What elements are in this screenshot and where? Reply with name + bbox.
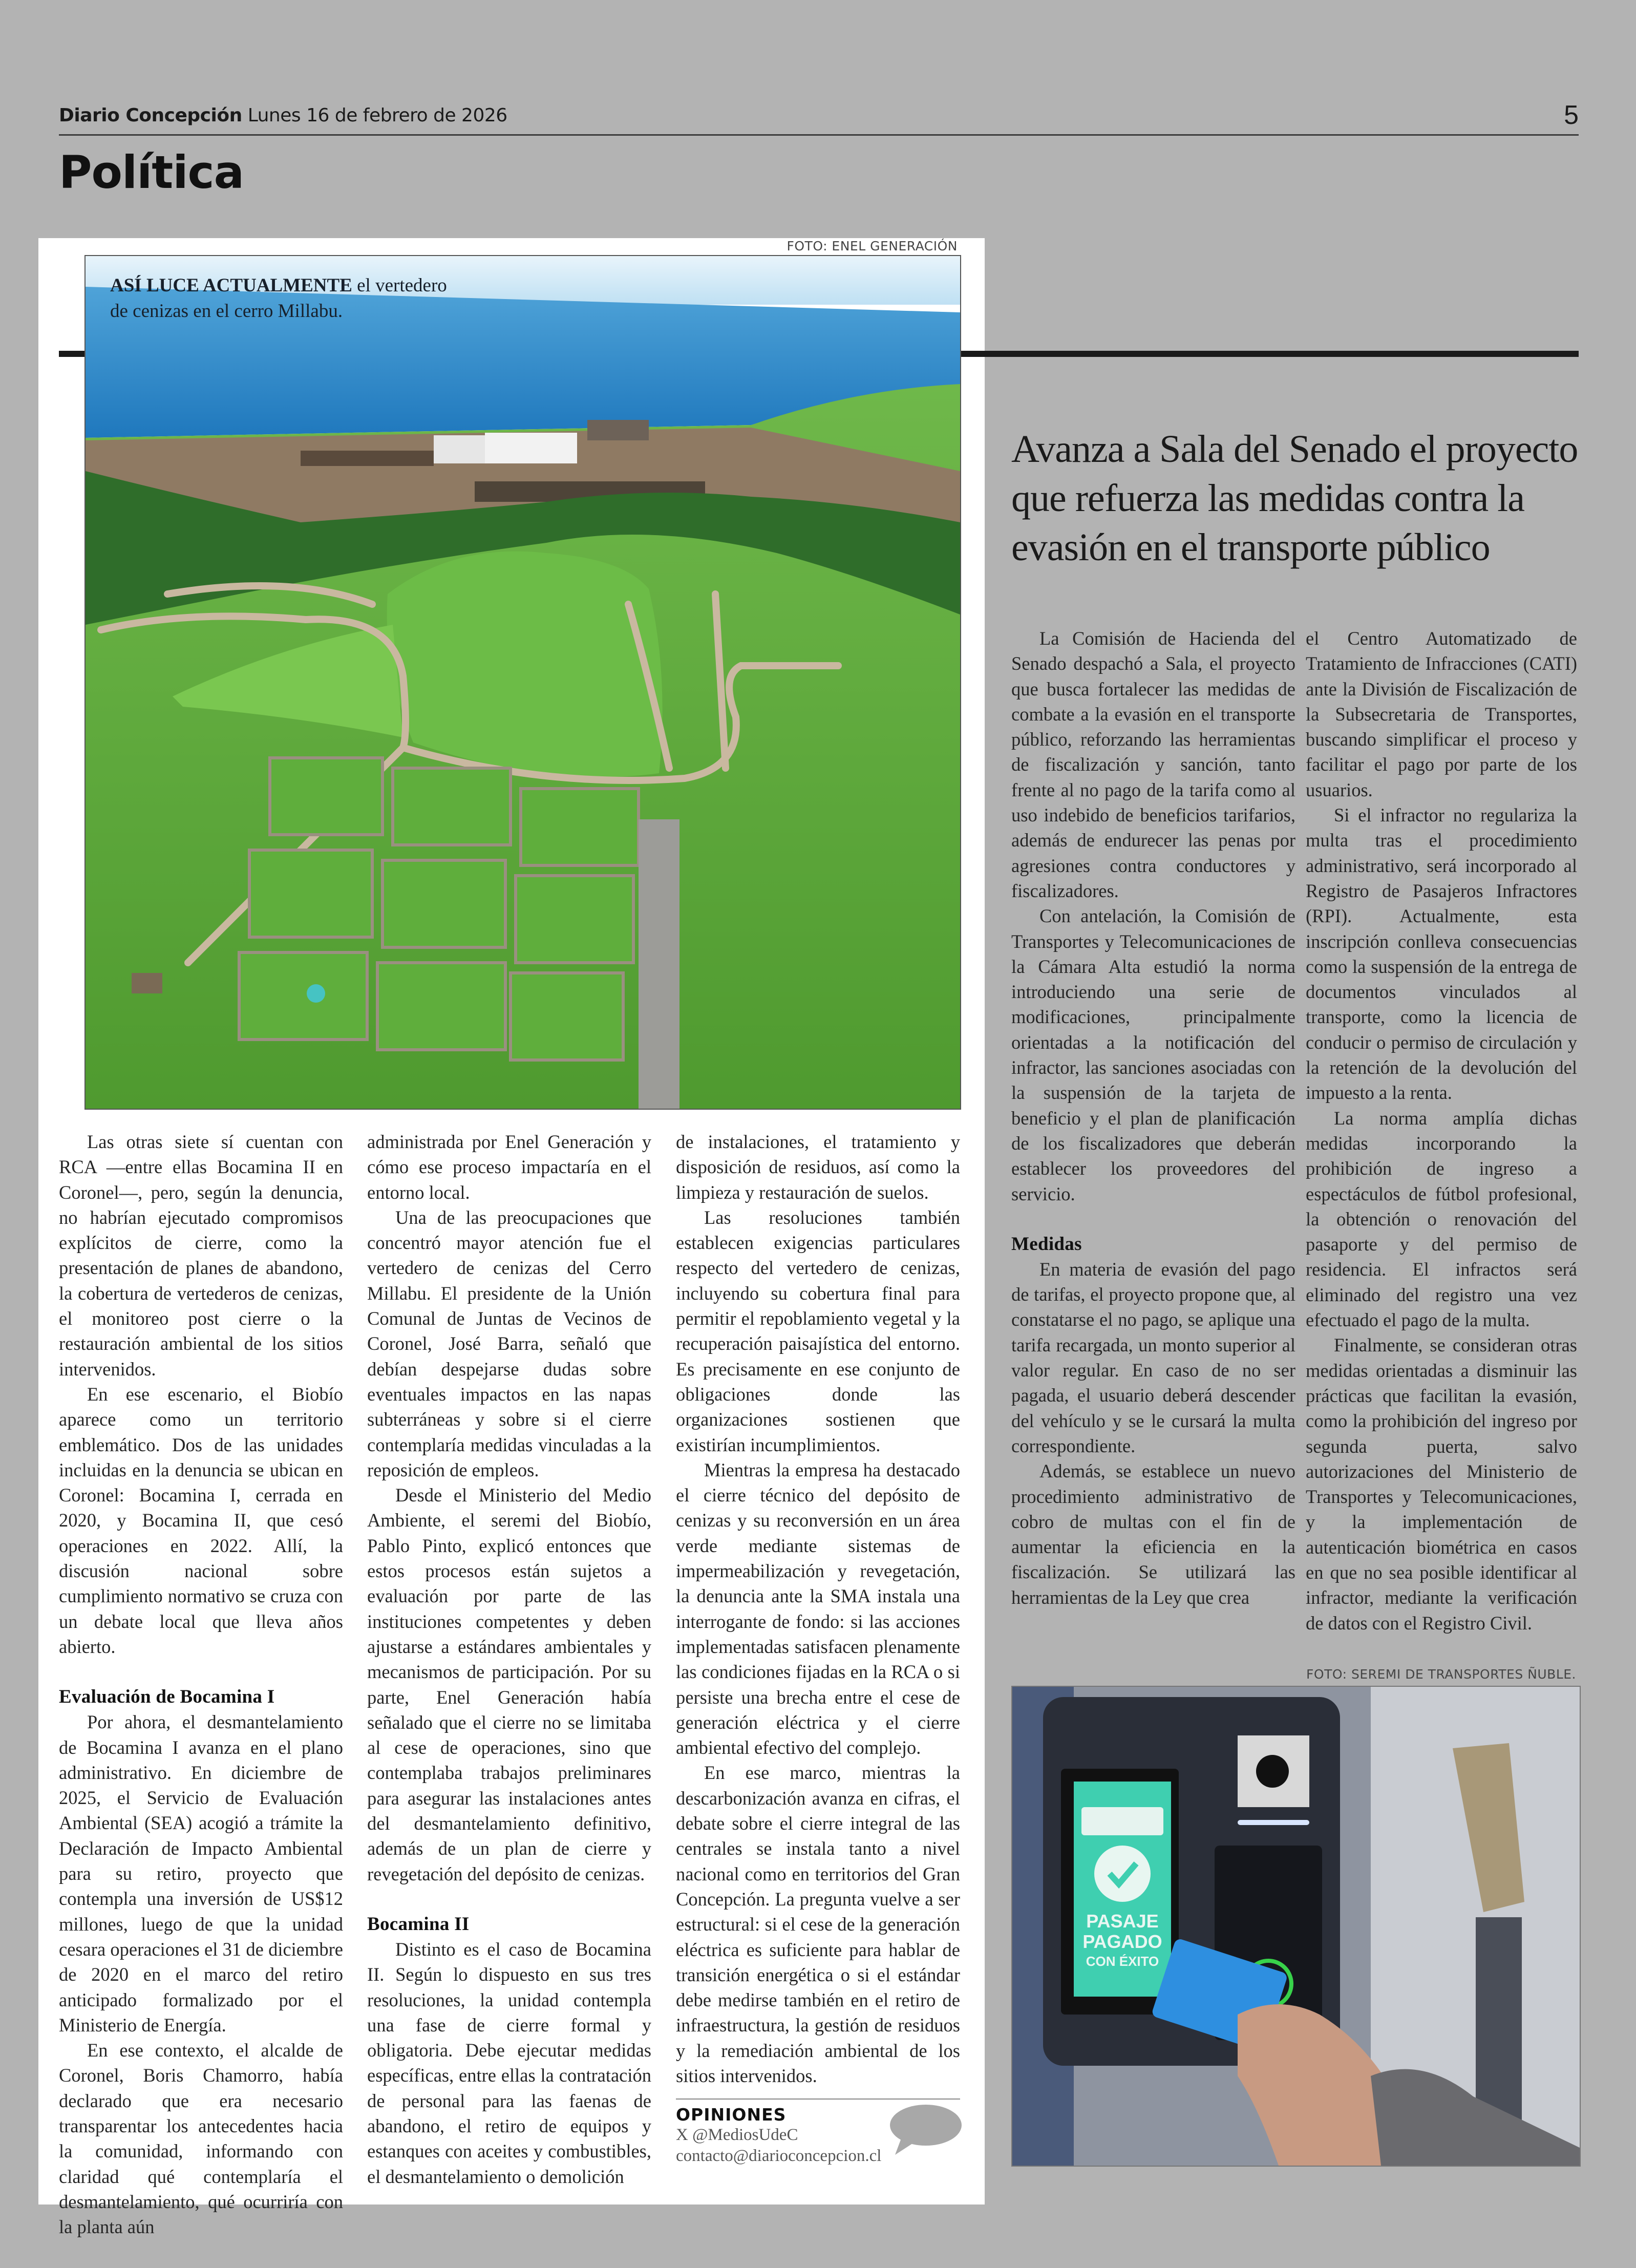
paragraph: En ese marco, mientras la descarbonización avanza en cifras, el debate sobre el cierre integral de las centrales se instala tanto a nivel nacional como en territorios del Gran Concepción. La pregunta vuelve a ser estructural: si el cese de la generación eléctrica es suficiente para hablar de transición energética o si el estándar debe medirse también en el retiro de infraestructura, la gestión de residuos y la remediación ambiental de los sitios intervenidos. bbox=[676, 1762, 960, 2086]
paragraph: Una de las preocupaciones que concentró mayor atención fue el vertedero de cenizas del Cerro Millabu. El presidente de la Unión Comunal de Juntas de Vecinos de Coronel, José Barra, señaló que debían despejarse dudas sobre eventuales impactos en las napas subterráneas y sobre si el cierre contemplaría medidas vinculadas a la reposición de empleos. bbox=[367, 1206, 651, 1480]
validator-photo-illustration bbox=[1012, 1687, 1580, 2166]
divider-rule-right bbox=[959, 351, 1579, 357]
masthead bbox=[59, 105, 507, 126]
right-column-2 bbox=[1306, 626, 1577, 1636]
paragraph: Mientras la empresa ha destacado el cierre técnico del depósito de cenizas y su reconversión en un área verde mediante sistemas de impermeabilización y revegetación, la denuncia ante la SMA instala una interrogante de fondo: si las acciones implementadas satisfacen plenamente las condiciones fijadas en la RCA o si persiste una brecha entre el cese de generación eléctrica y el cierre ambiental efectivo del complejo. bbox=[676, 1459, 960, 1758]
paragraph: el Centro Automatizado de Tratamiento de Infracciones (CATI) ante la División de Fiscalización de la Subsecretaria de Transportes, buscando simplificar el proceso y facilitar el pago por parte de los usuarios. bbox=[1306, 628, 1577, 800]
subheading-evaluacion: Evaluación de Bocamina I bbox=[59, 1686, 275, 1708]
subheading-bocamina-ii: Bocamina II bbox=[367, 1913, 470, 1935]
paragraph: de instalaciones, el tratamiento y disposición de residuos, así como la limpieza y restauración de suelos. bbox=[676, 1131, 960, 1203]
aerial-photo-illustration bbox=[86, 256, 960, 1109]
photo-caption-lead: ASÍ LUCE ACTUALMENTE bbox=[110, 275, 352, 296]
screen-text-pagado: PAGADO bbox=[1082, 1931, 1162, 1952]
publication-name: Diario Concepción bbox=[59, 105, 242, 126]
paragraph: La Comisión de Hacienda del Senado despachó a Sala, el proyecto que busca fortalecer las medidas de combate a la evasión en el transporte público, reforzando las herramientas de fiscalización y sanción, tanto frente al no pago de la tarifa como al uso indebido de beneficios tarifarios, además de endurecer las penas por agresiones contra conductores y fiscalizadores. bbox=[1011, 628, 1295, 901]
issue-date: Lunes 16 de febrero de 2026 bbox=[247, 105, 507, 126]
paragraph: Las otras siete sí cuentan con RCA —entre ellas Bocamina II en Coronel—, pero, según la denuncia, no habrían ejecutado compromisos explícitos de cierre, como la presentación de planes de abandono, la cobertura de vertederos de cenizas, el monitoreo post cierre o la restauración ambiental de los sitios intervenidos. bbox=[59, 1131, 343, 1380]
contact-email-link[interactable]: contacto@diarioconcepcion.cl bbox=[676, 2147, 882, 2165]
paragraph: Las resoluciones también establecen exigencias particulares respecto del vertedero de cenizas, incluyendo su cobertura final para permitir el repoblamiento vegetal y la recuperación paisajística del entorno. Es precisamente en ese conjunto de obligaciones donde las organizaciones sostienen que existirían incumplimientos. bbox=[676, 1206, 960, 1455]
paragraph: Desde el Ministerio del Medio Ambiente, el seremi del Biobío, Pablo Pinto, explicó entonces que estos procesos están sujetos a evaluación por parte de las instituciones competentes y deben ajustarse a estándares ambientales y mecanismos de participación. Por su parte, Enel Generación había señalado que el cierre no se limitaba al cese de operaciones, sino que contemplaba trabajos preliminares para asegurar las instalaciones antes del desmantelamiento definitivo, además de un plan de cierre y revegetación del depósito de cenizas. bbox=[367, 1485, 651, 1884]
screen-text-con-exito: CON ÉXITO bbox=[1086, 1954, 1159, 1969]
paragraph: Distinto es el caso de Bocamina II. Según lo dispuesto en sus tres resoluciones, la unidad contempla una fase de cierre formal y obligatoria. Debe ejecutar medidas específicas, entre ellas la contratación de personal para las faenas de abandono, el retiro de equipos y estanques con aceites y combustibles, el desmantelamiento o demolición bbox=[367, 1938, 651, 2187]
page-number: 5 bbox=[1564, 100, 1579, 130]
opiniones-title: OPINIONES bbox=[676, 2105, 787, 2125]
paragraph: administrada por Enel Generación y cómo ese proceso impactaría en el entorno local. bbox=[367, 1131, 651, 1203]
speech-bubble-icon bbox=[886, 2104, 963, 2160]
x-handle-link[interactable]: X @MediosUdeC bbox=[676, 2126, 798, 2144]
paragraph: La norma amplía dichas medidas incorporando la prohibición de ingreso a espectáculos de fútbol profesional, la obtención o renovación del pasaporte y del permiso de residencia. El infractos será eliminado del registro una vez efectuado el pago de la multa. bbox=[1306, 1107, 1577, 1331]
header-rule bbox=[59, 134, 1579, 136]
paragraph: En materia de evasión del pago de tarifas, el proyecto propone que, al constatarse el no pago, se aplique una tarifa recargada, un monto superior al valor regular. En caso de no ser pagada, el usuario deberá descender del vehículo y se le cursará la multa correspondiente. bbox=[1011, 1258, 1295, 1456]
subheading-medidas: Medidas bbox=[1011, 1233, 1082, 1255]
screen-text-pasaje: PASAJE bbox=[1086, 1911, 1159, 1932]
paragraph: En ese escenario, el Biobío aparece como un territorio emblemático. Dos de las unidades incluidas en la denuncia se ubican en Coronel: Bocamina I, cerrada en 2020, y Bocamina II, que cesó operaciones en 2022. Allí, la discusión nacional sobre cumplimiento normativo se cruza con un debate local que lleva años abierto. bbox=[59, 1383, 343, 1657]
aerial-landfill-photo bbox=[84, 255, 961, 1110]
paragraph: En ese contexto, el alcalde de Coronel, Boris Chamorro, había declarado que era necesario transparentar los antecedentes hacia la comunidad, informando con claridad qué contemplaría el desmantelamiento, qué ocurriría con la planta aún bbox=[59, 2040, 343, 2238]
section-title: Política bbox=[59, 146, 244, 199]
right-column-1 bbox=[1011, 626, 1295, 1610]
article-column-1 bbox=[59, 1129, 343, 2239]
fare-validator-photo bbox=[1011, 1686, 1581, 2167]
photo-credit-enel: FOTO: ENEL GENERACIÓN bbox=[787, 239, 958, 253]
divider-rule-left bbox=[59, 351, 86, 357]
paragraph: Si el infractor no regulariza la multa tras el procedimiento administrativo, será incorporado al Registro de Pasajeros Infractores (RPI). Actualmente, esta inscripción conlleva consecuencias como la suspensión de la entrega de documentos vinculados al transporte, como la licencia de conducir o permiso de circulación y la retención de la devolución del impuesto a la renta. bbox=[1306, 804, 1577, 1104]
article-headline: Avanza a Sala del Senado el proyecto que refuerza las medidas contra la evasión en el transporte público bbox=[1011, 427, 1578, 569]
paragraph: Finalmente, se consideran otras medidas orientadas a disminuir las prácticas que facilitan la evasión, como la prohibición del ingreso por segunda puerta, salvo autorizaciones del Ministerio de Transportes y Telecomunicaciones, y la implementación de autenticación biométrica en casos en que no sea posible identificar al infractor, mediante la verificación de datos con el Registro Civil. bbox=[1306, 1334, 1577, 1634]
paragraph: Con antelación, la Comisión de Transportes y Telecomunicaciones de la Cámara Alta estudió la norma introduciendo una serie de modificaciones, principalmente orientadas a la notificación del infractor, las sanciones asociadas con la suspensión de la tarjeta de beneficio y el plan de planificación de los fiscalizadores que deberán establecer los proveedores del servicio. bbox=[1011, 905, 1295, 1204]
article-column-3 bbox=[676, 1129, 960, 2088]
photo-caption: ASÍ LUCE ACTUALMENTE el vertedero de cenizas en el cerro Millabu. bbox=[110, 275, 447, 322]
article-column-2 bbox=[367, 1129, 651, 2189]
paragraph: Por ahora, el desmantelamiento de Bocamina I avanza en el plano administrativo. En diciembre de 2025, el Servicio de Evaluación Ambiental (SEA) acogió a trámite la Declaración de Impacto Ambiental para su retiro, proyecto que contempla una inversión de US$12 millones, luego de que la unidad cesara operaciones el 31 de diciembre de 2020 en el marco del retiro anticipado formalizado por el Ministerio de Energía. bbox=[59, 1711, 343, 2036]
photo-credit-seremi: FOTO: SEREMI DE TRANSPORTES ÑUBLE. bbox=[1306, 1667, 1576, 1682]
paragraph: Además, se establece un nuevo procedimiento administrativo de cobro de multas con el fin de aumentar la eficiencia en la fiscalización. Se utilizará las herramientas de la Ley que crea bbox=[1011, 1460, 1295, 1608]
